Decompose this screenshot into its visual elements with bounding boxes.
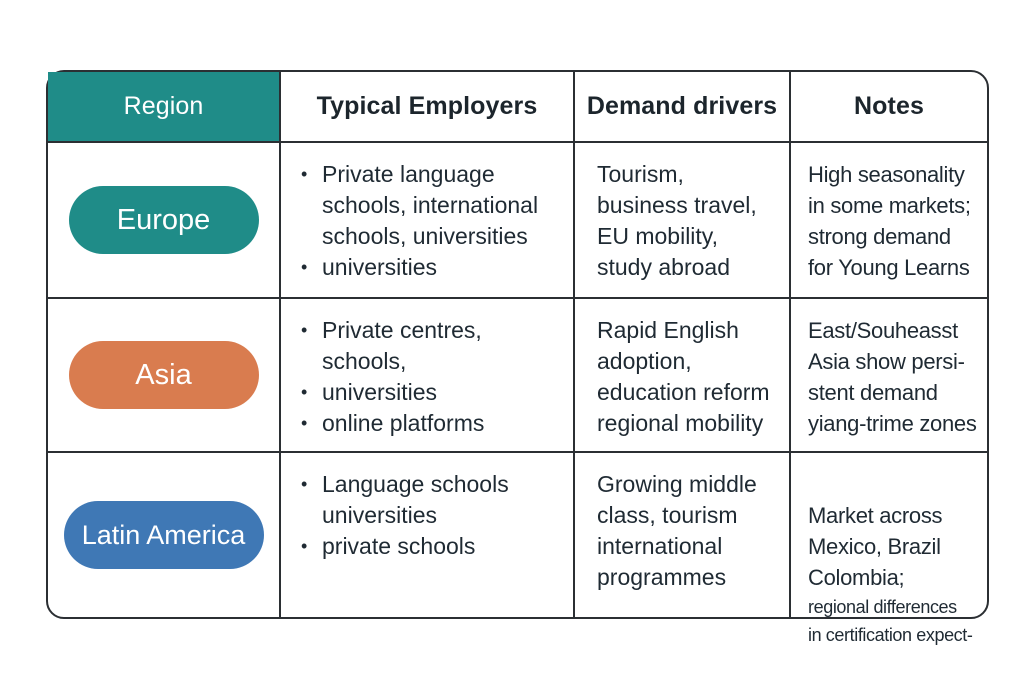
drivers-text: Rapid English adoption, education reform regional mobility — [597, 317, 770, 436]
list-item: • Private centres, schools, — [301, 315, 565, 377]
notes-text: East/Souheasst Asia show persi- stent demand yiang-trime zones — [808, 318, 977, 436]
list-item: • universities — [301, 252, 565, 283]
row-asia-region — [48, 299, 281, 453]
row-latam-employers — [281, 453, 575, 617]
row-latam-region — [48, 453, 281, 617]
notes-main: Market across Mexico, Brazil Colombia; — [808, 503, 943, 590]
table-grid — [48, 72, 987, 645]
region-pill-latin-america: Latin America — [64, 501, 264, 569]
row-europe-drivers — [575, 143, 791, 299]
row-europe-employers — [281, 143, 575, 299]
header-region — [48, 72, 281, 143]
header-notes-label: Notes — [854, 92, 924, 120]
header-drivers-label: Demand drivers — [586, 92, 778, 120]
region-pill-europe: Europe — [69, 186, 259, 254]
row-latam-drivers — [575, 453, 791, 617]
drivers-text: Tourism, business travel, EU mobility, study abroad — [597, 161, 757, 280]
header-employers — [281, 72, 575, 143]
row-asia-employers — [281, 299, 575, 453]
row-europe-notes — [791, 143, 987, 299]
employers-list — [301, 469, 565, 562]
list-item: • universities — [301, 377, 565, 408]
header-drivers — [575, 72, 791, 143]
list-item: • private schools — [301, 531, 565, 562]
list-item: • Language schools universities — [301, 469, 565, 531]
header-employers-label: Typical Employers — [316, 92, 538, 120]
header-region-label: Region — [123, 92, 204, 120]
notes-text — [808, 469, 983, 680]
regions-table — [46, 70, 989, 645]
notes-text: High seasonality in some markets; strong demand for Young Learns — [808, 162, 971, 280]
list-item: • online platforms — [301, 408, 565, 439]
row-latam-notes — [791, 453, 987, 645]
header-notes — [791, 72, 987, 143]
row-asia-notes — [791, 299, 987, 453]
row-asia-drivers — [575, 299, 791, 453]
notes-small: regional differences in certification expect- — [808, 597, 973, 645]
region-pill-asia: Asia — [69, 341, 259, 409]
list-item: • Private language schools, international schools, universities — [301, 159, 565, 252]
employers-list — [301, 315, 565, 439]
employers-list — [301, 159, 565, 283]
drivers-text: Growing middle class, tourism international programmes — [597, 471, 757, 590]
row-europe-region — [48, 143, 281, 299]
